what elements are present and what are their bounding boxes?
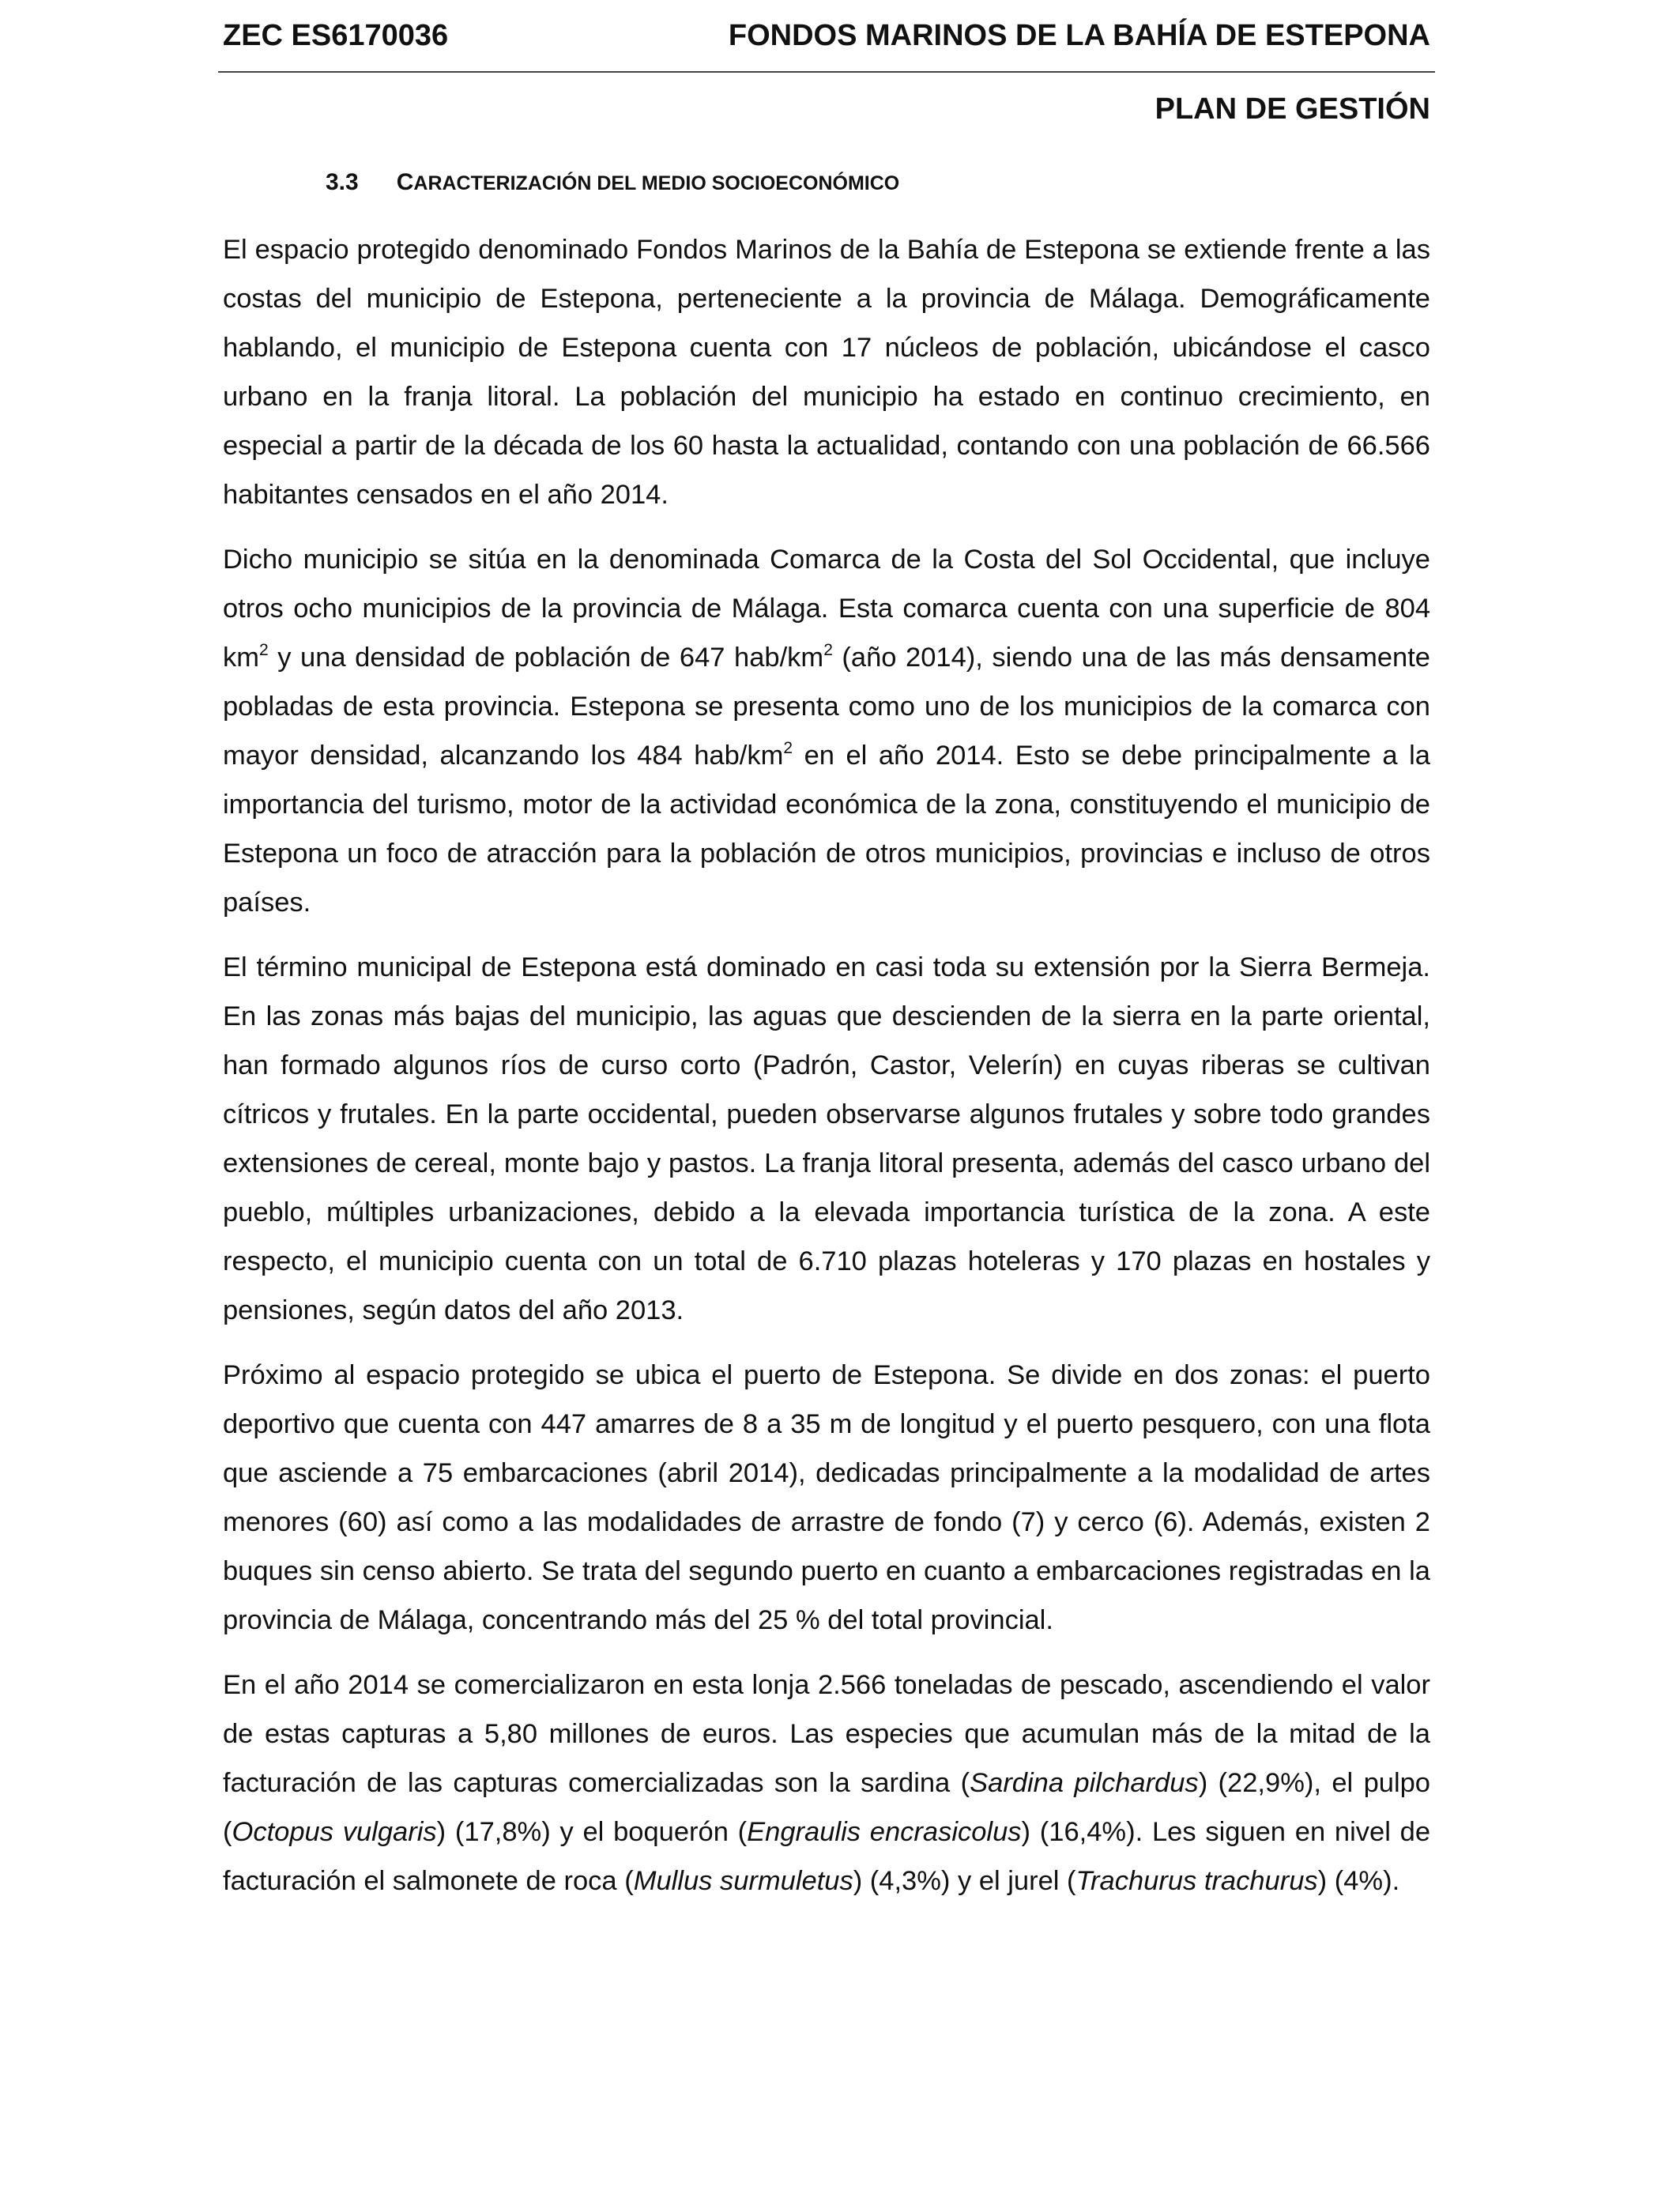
species-name: Engraulis encrasicolus	[747, 1817, 1022, 1847]
section-title-initial: C	[396, 169, 414, 195]
paragraph-comarca	[223, 535, 1430, 927]
species-name: Trachurus trachurus	[1075, 1866, 1318, 1896]
species-name: Mullus surmuletus	[633, 1866, 853, 1896]
text-run: ) (4%).	[1317, 1866, 1400, 1896]
text-run: en el año 2014. Esto se debe principalmente a la importancia del turismo, motor de la actividad económica de la zona, constituyendo el municipio de Estepona un foco de atracción para la población de otros municipios, provincias e incluso de otros países.	[223, 741, 1430, 918]
text-run: ) (17,8%) y el boquerón (	[436, 1817, 748, 1847]
paragraph-port: Próximo al espacio protegido se ubica el puerto de Estepona. Se divide en dos zonas: el puerto deportivo que cuenta con 447 amarres de 8 a 35 m de longitud y el puerto pesquero, con una flota que asciende a 75 embarcaciones (abril 2014), dedicadas principalmente a la modalidad de artes menores (60) así como a las modalidades de arrastre de fondo (7) y cerco (6). Además, existen 2 buques sin censo abierto. Se trata del segundo puerto en cuanto a embarcaciones registradas en la provincia de Málaga, concentrando más del 25 % del total provincial.	[223, 1360, 1430, 1635]
text-run: y una densidad de población de 647 hab/km	[268, 643, 824, 673]
site-code: ZEC ES6170036	[223, 18, 449, 52]
section-number: 3.3	[326, 169, 359, 195]
text-run: (año 2014), siendo una de las más densamente pobladas de esta provincia. Estepona se presenta como uno de los municipios de la comarca con mayor densidad, alcanzando los 484 hab/km	[223, 643, 1430, 771]
header-divider	[218, 71, 1435, 73]
species-name: Sardina pilchardus	[970, 1768, 1199, 1798]
superscript: 2	[823, 641, 833, 659]
section-title-rest: ARACTERIZACIÓN DEL MEDIO SOCIOECONÓMICO	[413, 172, 900, 194]
text-run: ) (22,9%), el pulpo (	[223, 1768, 1430, 1847]
page-header	[223, 11, 1430, 60]
text-run: Dicho municipio se sitúa en la denominada Comarca de la Costa del Sol Occidental, que incluye otros ocho municipios de la provincia de Málaga. Esta comarca cuenta con una superficie de 804 km	[223, 545, 1430, 673]
superscript: 2	[783, 739, 793, 757]
site-name: FONDOS MARINOS DE LA BAHÍA DE ESTEPONA	[728, 18, 1430, 52]
section-heading	[326, 163, 899, 202]
text-run: ) (16,4%). Les siguen en nivel de facturación el salmonete de roca (	[223, 1817, 1431, 1896]
paragraph-population: El espacio protegido denominado Fondos Marinos de la Bahía de Estepona se extiende frente a las costas del municipio de Estepona, perteneciente a la provincia de Málaga. Demográficamente hablando, el municipio de Estepona cuenta con 17 núcleos de población, ubicándose el casco urbano en la franja litoral. La población del municipio ha estado en continuo crecimiento, en especial a partir de la década de los 60 hasta la actualidad, contando con una población de 66.566 habitantes censados en el año 2014.	[223, 235, 1430, 510]
species-name: Octopus vulgaris	[232, 1817, 437, 1847]
document-body	[223, 225, 1430, 1921]
paragraph-fishing	[223, 1661, 1430, 1906]
text-run: En el año 2014 se comercializaron en esta lonja 2.566 toneladas de pescado, ascendiendo el valor de estas capturas a 5,80 millones de euros. Las especies que acumulan más de la mitad de la facturación de las capturas comercializadas son la sardina (	[223, 1670, 1430, 1798]
paragraph-territory: El término municipal de Estepona está dominado en casi toda su extensión por la Sierra Bermeja. En las zonas más bajas del municipio, las aguas que descienden de la sierra en la parte oriental, han formado algunos ríos de curso corto (Padrón, Castor, Velerín) en cuyas riberas se cultivan cítricos y frutales. En la parte occidental, pueden observarse algunos frutales y sobre todo grandes extensiones de cereal, monte bajo y pastos. La franja litoral presenta, además del casco urbano del pueblo, múltiples urbanizaciones, debido a la elevada importancia turística de la zona. A este respecto, el municipio cuenta con un total de 6.710 plazas hoteleras y 170 plazas en hostales y pensiones, según datos del año 2013.	[223, 952, 1430, 1325]
plan-label: PLAN DE GESTIÓN	[1155, 92, 1430, 126]
superscript: 2	[259, 641, 269, 659]
text-run: ) (4,3%) y el jurel (	[853, 1866, 1076, 1896]
